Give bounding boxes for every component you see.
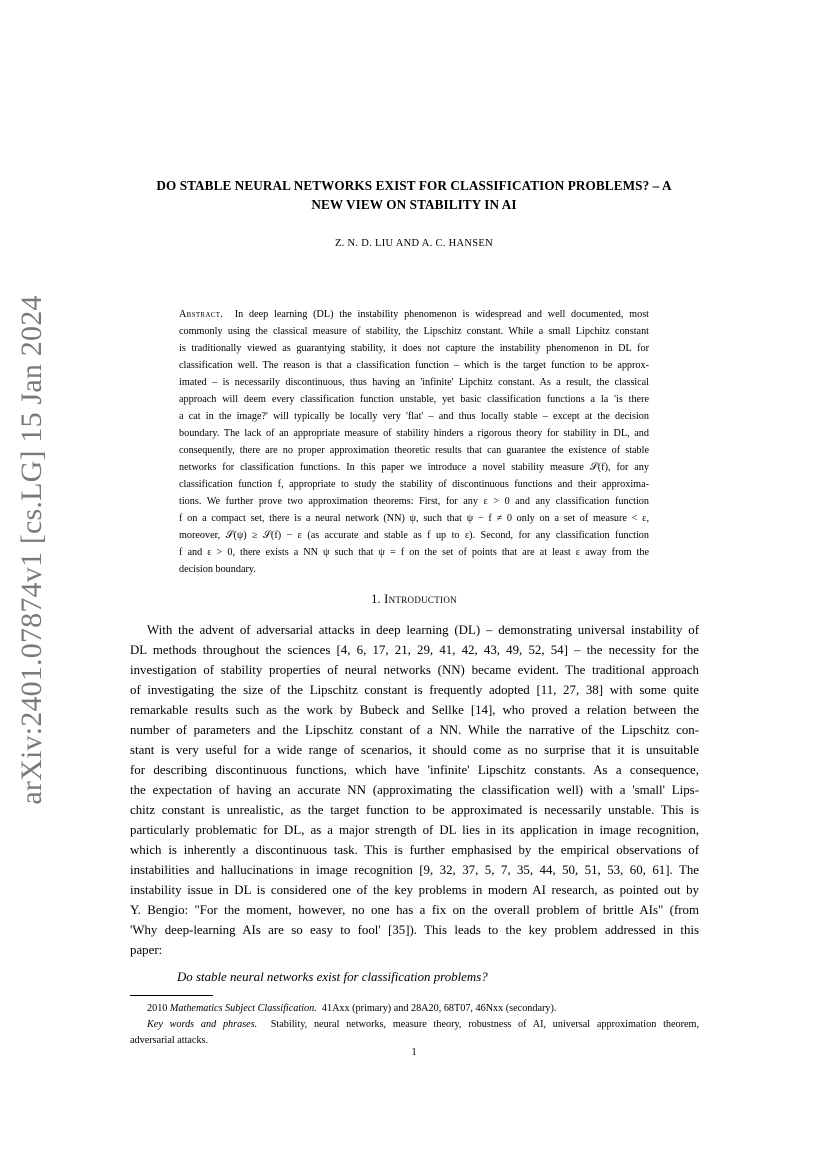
footnote-divider [130,995,213,996]
paper-title [100,176,728,214]
abstract-line: Abstract. In deep learning (DL) the instability phenomenon is widespread and well documented, most [179,309,649,320]
keywords-label: Key words and phrases. [147,1019,258,1030]
arxiv-identifier: arXiv:2401.07874v1 [cs.LG] 15 Jan 2024 [15,295,48,805]
abstract-line: is traditionally viewed as guarantying stability, it does not capture the instability phenomenon in DL for [179,343,649,354]
abstract-line: classification function f, appropriate to study the stability of discontinuous functions and their approxima- [179,479,649,490]
footnotes [130,1001,699,1049]
abstract-line: a cat in the image?' will typically be locally very 'flat' – and thus locally stable – except at the decision [179,411,649,422]
abstract-line: moreover, 𝒮(ψ) ≥ 𝒮(f) − ε (as accurate and stable as f up to ε). Second, for any classification function [179,530,649,541]
body-line: which is inherently a discontinuous task. This is further emphasised by the empirical observations of [130,843,699,857]
abstract-line: f and ε > 0, there exists a NN ψ such that ψ = f on the set of points that are at least ε away from the [179,547,649,558]
section-heading [100,592,728,607]
body-line: instabilities and hallucinations in image recognition [9, 32, 37, 5, 7, 35, 44, 50, 51, 53, 60, 61]. The [130,863,699,877]
body-line: for describing discontinuous functions, which have 'infinite' Lipschitz constants. As a consequence, [130,763,699,777]
title-line: NEW VIEW ON STABILITY IN AI [311,197,517,212]
body-line: of investigating the size of the Lipschitz constant is frequently adopted [11, 27, 38] with some quite [130,683,699,697]
page-number: 1 [411,1047,417,1058]
abstract-line: commonly using the classical measure of stability, the Lipschitz constant. While a small Lipchitz constant [179,326,649,337]
body-line: the expectation of having an accurate NN (approximating the classification well) with a 'small' Lips- [130,783,699,797]
body-line: investigation of stability properties of neural networks (NN) became evident. The traditional approach [130,663,699,677]
keywords-footnote: Key words and phrases. Stability, neural networks, measure theory, robustness of AI, universal approximation theorem, [147,1019,699,1030]
abstract-line: consequently, there are no proper approximation theoretic results that can guarantee the existence of stable [179,445,649,456]
section-title: Introduction [384,592,457,606]
title-line: DO STABLE NEURAL NETWORKS EXIST FOR CLASSIFICATION PROBLEMS? – A [156,178,672,193]
key-question: Do stable neural networks exist for classification problems? [177,970,488,984]
body-line: DL methods throughout the sciences [4, 6, 17, 21, 29, 41, 42, 43, 49, 52, 54] – the necessity for the [130,643,699,657]
abstract-line: decision boundary. [179,564,256,575]
body-line: Y. Bengio: "For the moment, however, no one has a fix on the overall problem of brittle AIs" (from [130,903,699,917]
abstract-line: imated – is necessarily discontinuous, thus having an 'infinite' Lipchitz constant. As a result, the classical [179,377,649,388]
msc-footnote: 2010 Mathematics Subject Classification. 41Axx (primary) and 28A20, 68T07, 46Nxx (secondary). [147,1003,557,1014]
body-line: instability issue in DL is considered one of the key problems in modern AI research, as pointed out by [130,883,699,897]
abstract-line: classification well. The reason is that a classification function – which is the target function to be approx- [179,360,649,371]
body-line: 'Why deep-learning AIs are so easy to fool' [35]). This leads to the key problem addressed in this [130,923,699,937]
body-line: With the advent of adversarial attacks in deep learning (DL) – demonstrating universal instability of [147,623,699,637]
abstract-line: networks for classification functions. In this paper we introduce a novel stability measure 𝒮(f), for any [179,462,649,473]
body-line: number of parameters and the Lipschitz constant of a NN. While the narrative of the Lipschitz con- [130,723,699,737]
body-line: stant is very useful for a wide range of scenarios, it should come as no surprise that it is unsuitable [130,743,699,757]
introduction-paragraph [130,620,699,960]
arxiv-watermark [4,240,60,860]
abstract-line: approach will deem every classification function unstable, yet basic classification functions a la 'is there [179,394,649,405]
abstract-line: tions. We further prove two approximation theorems: First, for any ε > 0 and any classification function [179,496,649,507]
abstract-line: boundary. The lack of an appropriate measure of stability hinders a rigorous theory for stability in DL, and [179,428,649,439]
body-line: particularly problematic for DL, as a major strength of DL lies in its application in image recognition, [130,823,699,837]
keywords-footnote-continued: adversarial attacks. [130,1035,209,1046]
abstract-label: Abstract. [179,309,224,320]
body-line: paper: [130,943,163,957]
abstract [179,306,649,578]
body-line: chitz constant is unrealistic, as the target function to be approximated is necessarily unstable. This is [130,803,699,817]
section-number: 1. [371,592,381,606]
authors: Z. N. D. LIU AND A. C. HANSEN [334,238,494,249]
body-line: remarkable results such as the work by Bubeck and Sellke [14], who proved a relation between the [130,703,699,717]
abstract-line: f on a compact set, there is a neural network (NN) ψ, such that ψ − f ≠ 0 only on a set of measure < ε, [179,513,649,524]
msc-label: Mathematics Subject Classification. [169,1003,317,1014]
